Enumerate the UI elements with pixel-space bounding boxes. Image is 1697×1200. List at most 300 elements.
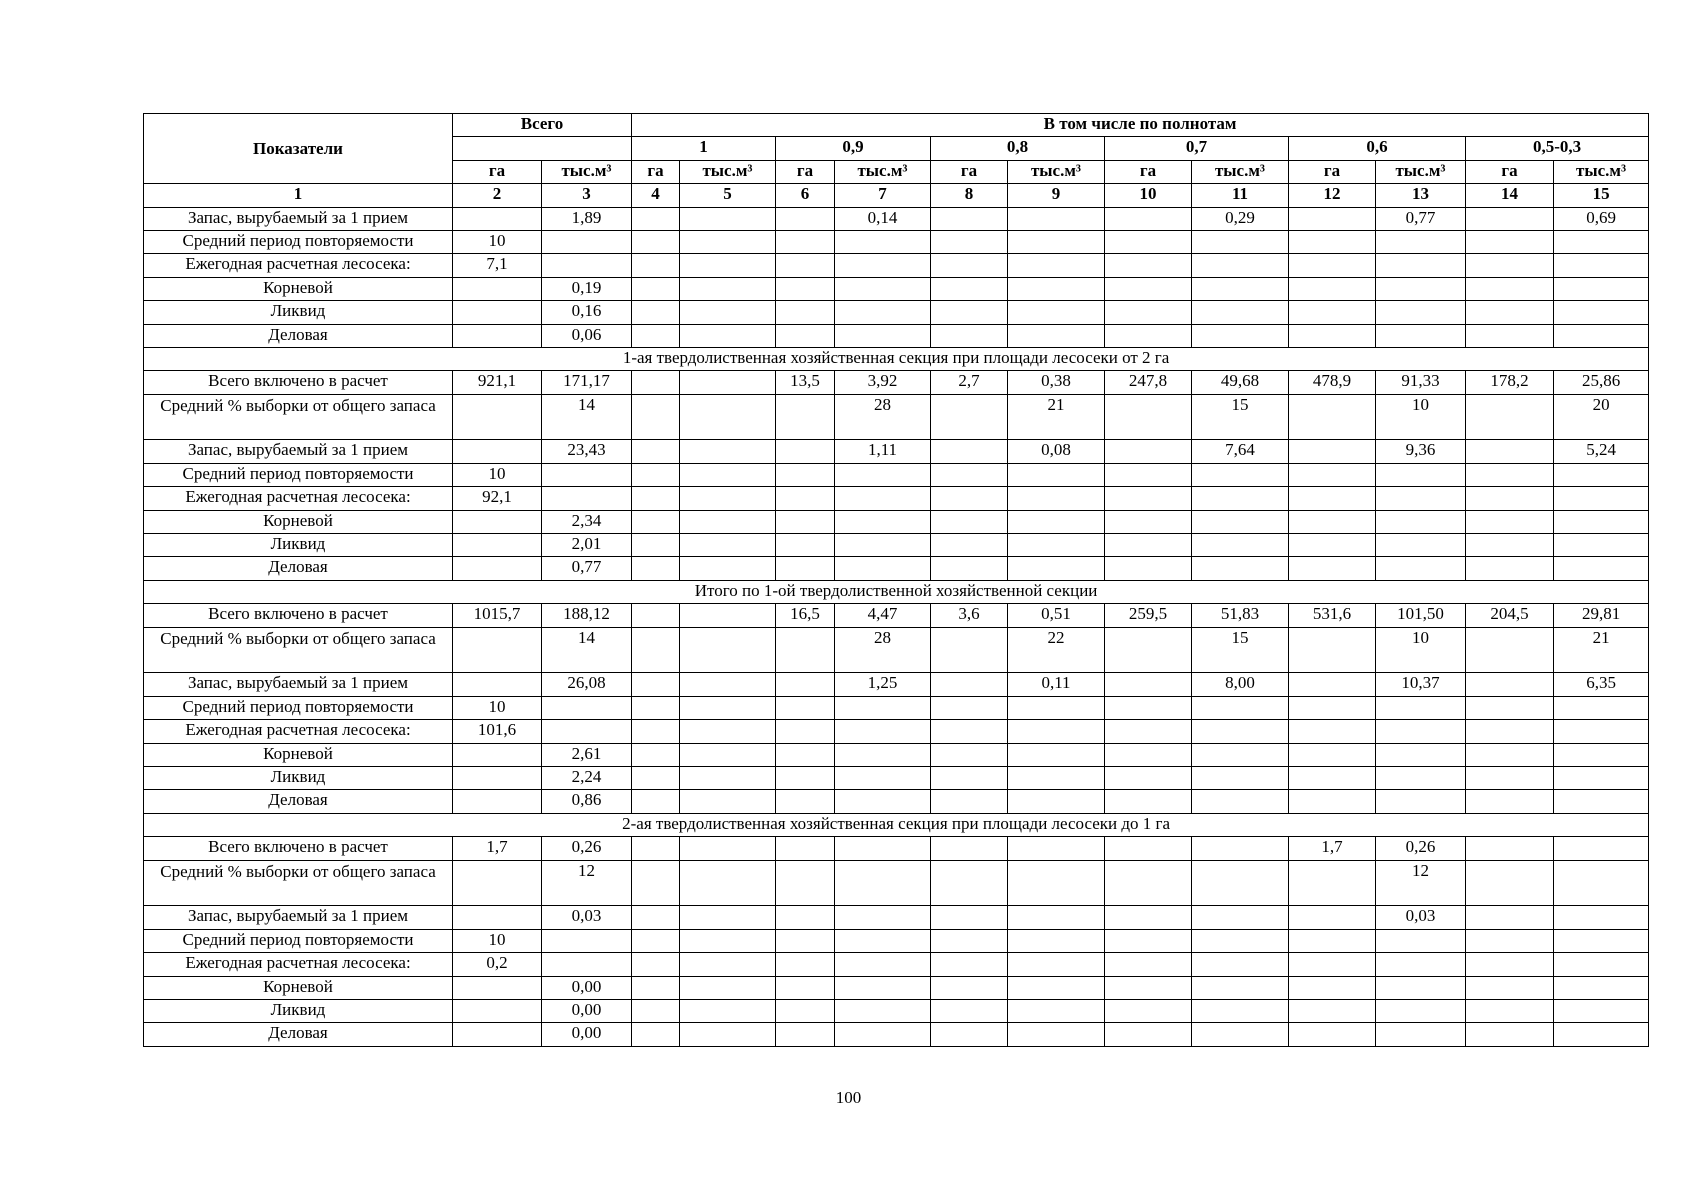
- table-cell: [1376, 510, 1466, 533]
- table-cell: [776, 207, 835, 230]
- table-cell: 1,89: [542, 207, 632, 230]
- table-cell: 8,00: [1192, 673, 1289, 696]
- table-cell: [931, 277, 1008, 300]
- table-cell: [1192, 254, 1289, 277]
- table-cell: [931, 324, 1008, 347]
- table-row: [144, 394, 1649, 440]
- table-cell: [776, 230, 835, 253]
- table-cell: [931, 463, 1008, 486]
- table-cell: [453, 766, 542, 789]
- table-cell: [542, 929, 632, 952]
- table-cell: 22: [1008, 627, 1105, 673]
- table-cell: [680, 510, 776, 533]
- table-cell: [1105, 837, 1192, 860]
- table-row: [144, 510, 1649, 533]
- row-label: Запас, вырубаемый за 1 прием: [144, 207, 453, 230]
- table-cell: [776, 277, 835, 300]
- table-cell: [1105, 557, 1192, 580]
- table-cell: 0,00: [542, 999, 632, 1022]
- table-cell: [1289, 627, 1376, 673]
- table-cell: [1105, 254, 1192, 277]
- column-number: 6: [776, 184, 835, 207]
- table-cell: [1554, 301, 1649, 324]
- table-cell: [776, 1023, 835, 1046]
- column-number: 1: [144, 184, 453, 207]
- table-cell: [632, 254, 680, 277]
- row-label: Ликвид: [144, 766, 453, 789]
- table-cell: [931, 790, 1008, 813]
- table-cell: [835, 999, 931, 1022]
- table-row: [144, 207, 1649, 230]
- table-row: [144, 230, 1649, 253]
- table-cell: [1554, 953, 1649, 976]
- table-cell: [632, 929, 680, 952]
- column-number: 12: [1289, 184, 1376, 207]
- table-cell: [1554, 487, 1649, 510]
- table-cell: [1289, 790, 1376, 813]
- table-cell: [680, 860, 776, 906]
- table-cell: [632, 976, 680, 999]
- table-row: [144, 696, 1649, 719]
- row-label: Всего включено в расчет: [144, 604, 453, 627]
- table-cell: [632, 207, 680, 230]
- table-row: [144, 254, 1649, 277]
- header-unit: га: [1289, 160, 1376, 183]
- row-label: Деловая: [144, 790, 453, 813]
- table-cell: [1105, 696, 1192, 719]
- row-label: Ликвид: [144, 999, 453, 1022]
- table-cell: [1466, 301, 1554, 324]
- table-cell: [776, 324, 835, 347]
- table-cell: [1008, 953, 1105, 976]
- table-cell: 0,03: [542, 906, 632, 929]
- table-cell: [632, 720, 680, 743]
- table-cell: [1466, 953, 1554, 976]
- table-cell: [1554, 720, 1649, 743]
- table-cell: [1466, 743, 1554, 766]
- row-label: Деловая: [144, 324, 453, 347]
- table-cell: [1105, 720, 1192, 743]
- column-number: 3: [542, 184, 632, 207]
- table-cell: 188,12: [542, 604, 632, 627]
- row-label: Запас, вырубаемый за 1 прием: [144, 906, 453, 929]
- table-cell: [1105, 324, 1192, 347]
- table-cell: [1008, 487, 1105, 510]
- table-row: [144, 720, 1649, 743]
- table-cell: [632, 487, 680, 510]
- table-cell: 0,51: [1008, 604, 1105, 627]
- table-cell: [1008, 976, 1105, 999]
- header-unit: тыс.м³: [1192, 160, 1289, 183]
- table-row: [144, 371, 1649, 394]
- table-cell: 14: [542, 394, 632, 440]
- table-cell: 91,33: [1376, 371, 1466, 394]
- table-cell: [1192, 953, 1289, 976]
- table-cell: [632, 837, 680, 860]
- table-cell: 25,86: [1554, 371, 1649, 394]
- table-row: [144, 976, 1649, 999]
- row-label: Запас, вырубаемый за 1 прием: [144, 673, 453, 696]
- table-cell: [835, 696, 931, 719]
- table-cell: [1105, 1023, 1192, 1046]
- table-cell: [1192, 301, 1289, 324]
- table-cell: [1554, 766, 1649, 789]
- table-cell: [776, 999, 835, 1022]
- row-label: Средний % выборки от общего запаса: [144, 860, 453, 906]
- table-cell: [1554, 976, 1649, 999]
- table-cell: [1466, 976, 1554, 999]
- table-cell: [1554, 277, 1649, 300]
- table-cell: [1554, 999, 1649, 1022]
- table-cell: [632, 860, 680, 906]
- table-cell: [1008, 557, 1105, 580]
- table-cell: [776, 720, 835, 743]
- row-label: Средний период повторяемости: [144, 929, 453, 952]
- table-cell: [453, 906, 542, 929]
- table-cell: [835, 906, 931, 929]
- table-cell: [776, 627, 835, 673]
- table-cell: 15: [1192, 627, 1289, 673]
- table-cell: [1105, 790, 1192, 813]
- table-cell: [632, 463, 680, 486]
- table-cell: [931, 534, 1008, 557]
- table-cell: [680, 673, 776, 696]
- table-cell: 21: [1554, 627, 1649, 673]
- table-cell: [931, 999, 1008, 1022]
- table-cell: [1008, 254, 1105, 277]
- table-cell: [632, 440, 680, 463]
- table-cell: 0,03: [1376, 906, 1466, 929]
- table-cell: [1192, 324, 1289, 347]
- table-cell: [1105, 230, 1192, 253]
- table-cell: [1105, 673, 1192, 696]
- table-cell: [776, 976, 835, 999]
- table-row: [144, 463, 1649, 486]
- header-unit: га: [931, 160, 1008, 183]
- table-cell: [1008, 906, 1105, 929]
- table-cell: [1554, 510, 1649, 533]
- table-cell: [1376, 230, 1466, 253]
- table-cell: 1,25: [835, 673, 931, 696]
- table-cell: [776, 766, 835, 789]
- table-row: [144, 627, 1649, 673]
- table-cell: [1466, 766, 1554, 789]
- table-cell: [680, 976, 776, 999]
- table-cell: [1289, 301, 1376, 324]
- table-cell: 2,61: [542, 743, 632, 766]
- table-cell: 0,19: [542, 277, 632, 300]
- table-cell: [632, 301, 680, 324]
- header-by-density: В том числе по полнотам: [632, 114, 1649, 137]
- table-cell: [1289, 324, 1376, 347]
- table-row: [144, 673, 1649, 696]
- table-cell: [1376, 743, 1466, 766]
- header-density: 0,8: [931, 137, 1105, 160]
- header-total-spacer: [453, 137, 632, 160]
- table-cell: 478,9: [1289, 371, 1376, 394]
- table-cell: [776, 790, 835, 813]
- table-cell: [1554, 230, 1649, 253]
- table-cell: [680, 557, 776, 580]
- table-cell: [1105, 906, 1192, 929]
- table-cell: [1466, 277, 1554, 300]
- table-cell: [1289, 860, 1376, 906]
- table-cell: [453, 743, 542, 766]
- table-cell: [680, 324, 776, 347]
- table-cell: [680, 790, 776, 813]
- table-cell: [680, 394, 776, 440]
- row-label: Ликвид: [144, 301, 453, 324]
- table-cell: [1376, 1023, 1466, 1046]
- table-cell: [1008, 301, 1105, 324]
- table-cell: [835, 929, 931, 952]
- table-cell: 0,29: [1192, 207, 1289, 230]
- table-cell: 4,47: [835, 604, 931, 627]
- table-cell: [776, 394, 835, 440]
- table-row: [144, 324, 1649, 347]
- table-cell: [453, 627, 542, 673]
- table-row: [144, 487, 1649, 510]
- header-density: 0,9: [776, 137, 931, 160]
- row-label: Средний % выборки от общего запаса: [144, 627, 453, 673]
- table-cell: [1376, 534, 1466, 557]
- table-cell: [1192, 487, 1289, 510]
- table-cell: 0,06: [542, 324, 632, 347]
- table-cell: [1289, 463, 1376, 486]
- table-cell: [680, 929, 776, 952]
- table-cell: 1,7: [453, 837, 542, 860]
- table-cell: 101,6: [453, 720, 542, 743]
- table-cell: [632, 534, 680, 557]
- table-cell: [931, 627, 1008, 673]
- table-cell: [1376, 301, 1466, 324]
- table-cell: [835, 860, 931, 906]
- table-cell: 0,16: [542, 301, 632, 324]
- table-cell: 15: [1192, 394, 1289, 440]
- table-cell: [1554, 557, 1649, 580]
- table-cell: 16,5: [776, 604, 835, 627]
- table-cell: [542, 953, 632, 976]
- header-indicators: Показатели: [144, 114, 453, 184]
- table-cell: [776, 510, 835, 533]
- column-number: 5: [680, 184, 776, 207]
- table-cell: 49,68: [1192, 371, 1289, 394]
- table-cell: [680, 230, 776, 253]
- table-cell: [680, 720, 776, 743]
- table-cell: [1466, 906, 1554, 929]
- table-cell: [1376, 254, 1466, 277]
- column-number: 11: [1192, 184, 1289, 207]
- table-cell: [1466, 394, 1554, 440]
- table-cell: [931, 440, 1008, 463]
- table-cell: 0,14: [835, 207, 931, 230]
- table-cell: 1,7: [1289, 837, 1376, 860]
- table-cell: [453, 557, 542, 580]
- table-cell: [931, 301, 1008, 324]
- table-cell: [453, 207, 542, 230]
- table-cell: 0,38: [1008, 371, 1105, 394]
- table-cell: 23,43: [542, 440, 632, 463]
- table-cell: [632, 557, 680, 580]
- table-cell: 20: [1554, 394, 1649, 440]
- table-cell: [776, 254, 835, 277]
- table-cell: [835, 766, 931, 789]
- table-cell: [776, 929, 835, 952]
- table-cell: [931, 743, 1008, 766]
- table-cell: [1289, 766, 1376, 789]
- table-cell: [835, 463, 931, 486]
- table-cell: [1376, 277, 1466, 300]
- table-cell: 0,69: [1554, 207, 1649, 230]
- table-cell: [1554, 324, 1649, 347]
- table-cell: [680, 906, 776, 929]
- table-cell: [835, 1023, 931, 1046]
- table-cell: 531,6: [1289, 604, 1376, 627]
- table-cell: [1105, 207, 1192, 230]
- table-cell: [835, 953, 931, 976]
- table-cell: [1289, 999, 1376, 1022]
- column-number: 9: [1008, 184, 1105, 207]
- table-row: [144, 743, 1649, 766]
- table-cell: [1554, 860, 1649, 906]
- header-unit: тыс.м³: [835, 160, 931, 183]
- table-cell: [453, 510, 542, 533]
- table-cell: 0,00: [542, 976, 632, 999]
- table-cell: [1554, 929, 1649, 952]
- table-cell: [1105, 860, 1192, 906]
- table-cell: [1554, 837, 1649, 860]
- table-cell: 12: [542, 860, 632, 906]
- table-cell: [1105, 976, 1192, 999]
- row-label: Деловая: [144, 1023, 453, 1046]
- table-cell: [1192, 929, 1289, 952]
- table-cell: [1105, 440, 1192, 463]
- table-cell: 10: [453, 463, 542, 486]
- table-cell: [931, 696, 1008, 719]
- table-cell: 0,11: [1008, 673, 1105, 696]
- table-cell: 259,5: [1105, 604, 1192, 627]
- table-cell: [931, 837, 1008, 860]
- table-cell: [776, 487, 835, 510]
- table-cell: [1289, 230, 1376, 253]
- table-cell: [1192, 790, 1289, 813]
- table-cell: [931, 929, 1008, 952]
- row-label: Средний период повторяемости: [144, 463, 453, 486]
- table-cell: [1376, 976, 1466, 999]
- table-cell: [1376, 790, 1466, 813]
- table-cell: 12: [1376, 860, 1466, 906]
- table-row: [144, 440, 1649, 463]
- row-label: Всего включено в расчет: [144, 837, 453, 860]
- table-cell: [680, 766, 776, 789]
- table-cell: [776, 696, 835, 719]
- table-cell: [931, 557, 1008, 580]
- table-cell: [931, 953, 1008, 976]
- table-cell: [1008, 1023, 1105, 1046]
- table-cell: [1554, 743, 1649, 766]
- table-cell: [632, 627, 680, 673]
- table-cell: [1289, 743, 1376, 766]
- table-cell: [680, 440, 776, 463]
- table-cell: [680, 953, 776, 976]
- table-cell: [1008, 720, 1105, 743]
- table-cell: [776, 953, 835, 976]
- table-cell: [1105, 487, 1192, 510]
- table-row: [144, 277, 1649, 300]
- table-cell: 2,24: [542, 766, 632, 789]
- table-cell: [1008, 207, 1105, 230]
- table-cell: 0,2: [453, 953, 542, 976]
- table-cell: [835, 230, 931, 253]
- table-cell: [835, 557, 931, 580]
- table-cell: 10: [453, 929, 542, 952]
- table-cell: [632, 371, 680, 394]
- table-cell: [453, 394, 542, 440]
- table-cell: [1554, 254, 1649, 277]
- table-cell: [680, 277, 776, 300]
- table-cell: 7,64: [1192, 440, 1289, 463]
- table-cell: [1376, 324, 1466, 347]
- table-cell: [1008, 324, 1105, 347]
- table-cell: 2,7: [931, 371, 1008, 394]
- table-cell: [1466, 999, 1554, 1022]
- table-cell: [632, 230, 680, 253]
- header-density: 0,5-0,3: [1466, 137, 1649, 160]
- row-label: Корневой: [144, 743, 453, 766]
- table-cell: [680, 463, 776, 486]
- header-unit: га: [453, 160, 542, 183]
- table-cell: [1466, 463, 1554, 486]
- table-cell: [632, 696, 680, 719]
- column-number: 4: [632, 184, 680, 207]
- row-label: Ежегодная расчетная лесосека:: [144, 720, 453, 743]
- table-cell: [1466, 790, 1554, 813]
- table-cell: [1289, 534, 1376, 557]
- table-cell: [1008, 277, 1105, 300]
- table-cell: [931, 906, 1008, 929]
- row-label: Ликвид: [144, 534, 453, 557]
- table-cell: [776, 906, 835, 929]
- table-cell: [931, 720, 1008, 743]
- header-total: Всего: [453, 114, 632, 137]
- table-cell: 0,77: [1376, 207, 1466, 230]
- header-density: 0,6: [1289, 137, 1466, 160]
- table-cell: [680, 301, 776, 324]
- table-cell: 10,37: [1376, 673, 1466, 696]
- table-cell: [776, 837, 835, 860]
- table-cell: 0,86: [542, 790, 632, 813]
- row-label: Деловая: [144, 557, 453, 580]
- table-cell: 247,8: [1105, 371, 1192, 394]
- table-cell: [1376, 953, 1466, 976]
- table-cell: 101,50: [1376, 604, 1466, 627]
- table-cell: 3,92: [835, 371, 931, 394]
- table-cell: [1289, 1023, 1376, 1046]
- table-cell: [632, 743, 680, 766]
- table-cell: [542, 254, 632, 277]
- table-cell: [1105, 534, 1192, 557]
- table-cell: [931, 487, 1008, 510]
- page-number: 100: [835, 1088, 862, 1107]
- table-cell: [1105, 999, 1192, 1022]
- table-cell: 171,17: [542, 371, 632, 394]
- table-cell: [453, 860, 542, 906]
- table-cell: 5,24: [1554, 440, 1649, 463]
- table-cell: [1289, 254, 1376, 277]
- table-cell: [453, 976, 542, 999]
- row-label: Ежегодная расчетная лесосека:: [144, 953, 453, 976]
- section-header-row: [144, 347, 1649, 370]
